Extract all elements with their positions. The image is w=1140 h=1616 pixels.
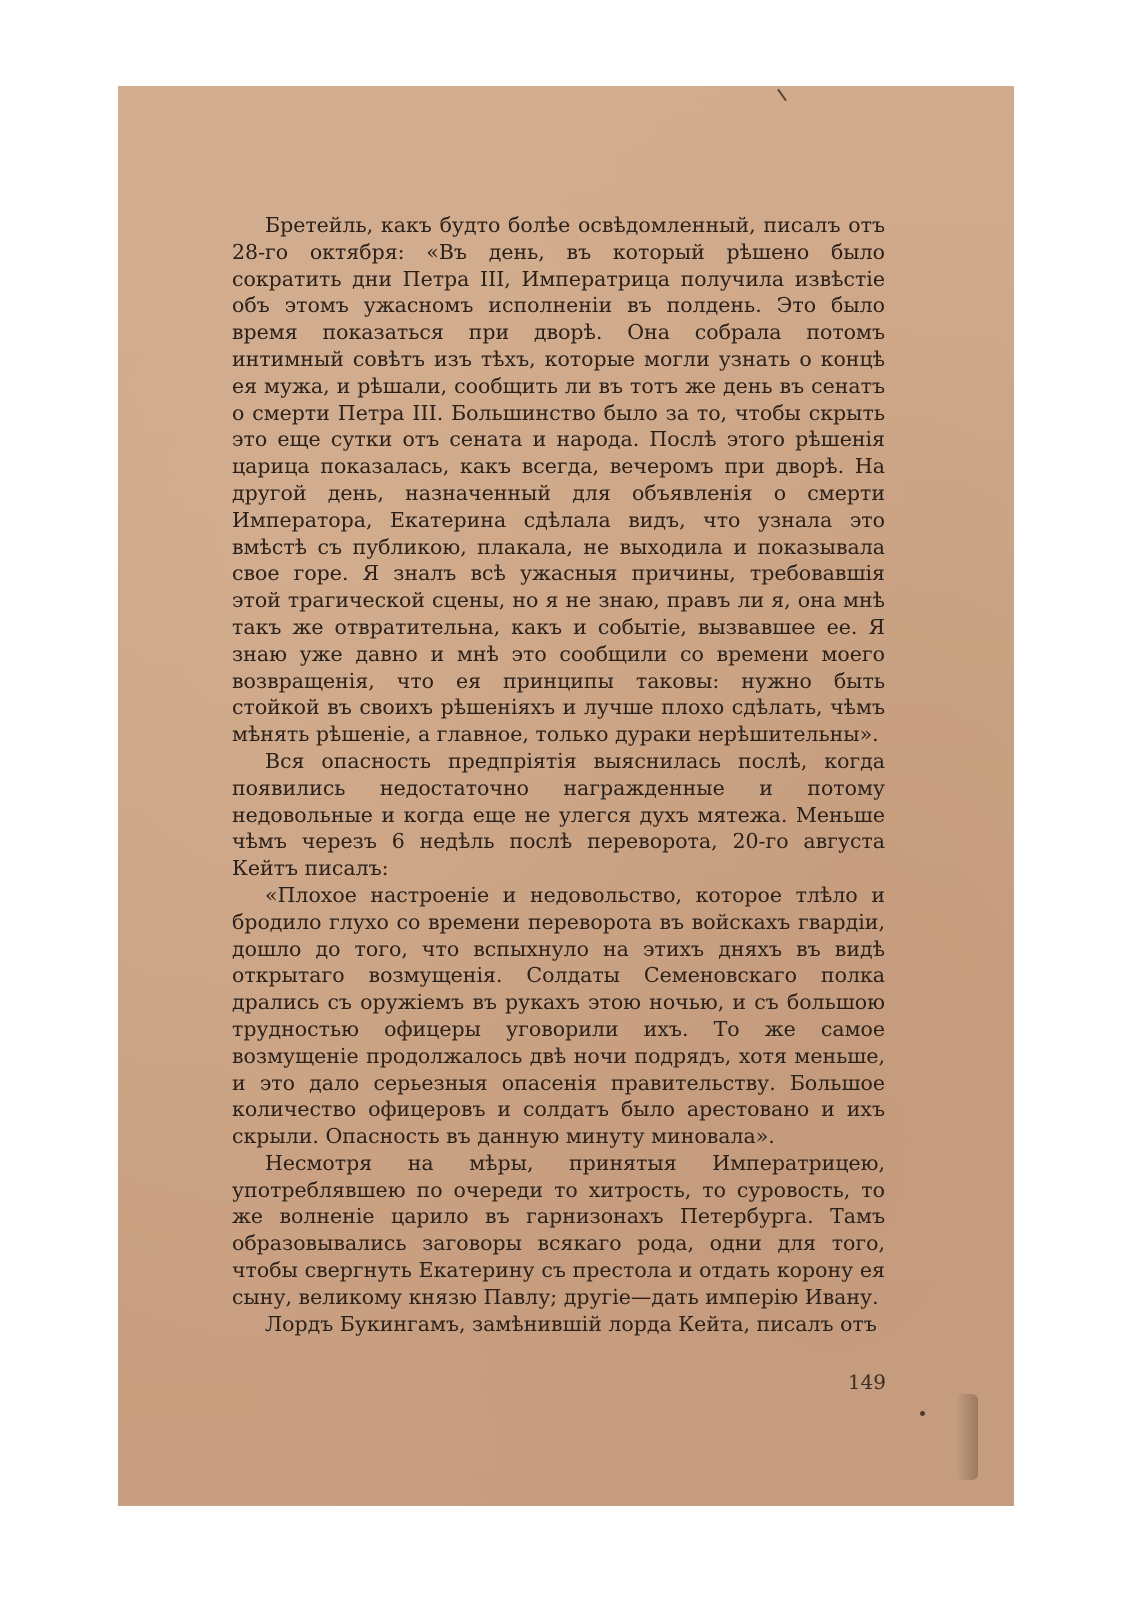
page-edge-shadow bbox=[956, 1394, 978, 1480]
page-number: 149 bbox=[847, 1370, 886, 1394]
ink-spot bbox=[920, 1411, 925, 1416]
paragraph-4: Несмотря на мѣры, принятыя Императрицею, употреблявшею по очереди то хитрость, то суровость, то же волненіе царило въ гарнизонахъ Петербурга. Тамъ образовывались заговоры всякаго рода, одни для того, чтобы свергнуть Екатерину съ престола и отдать корону ея сыну, великому князю Павлу; другіе—дать имперію Ивану. bbox=[232, 1150, 885, 1309]
body-text bbox=[232, 212, 885, 1337]
paragraph-3-quote: «Плохое настроеніе и недовольство, которое тлѣло и бродило глухо со времени переворота въ войскахъ гвардіи, дошло до того, что вспыхнуло на этихъ дняхъ въ видѣ открытаго возмущенія. Солдаты Семеновскаго полка дрались съ оружіемъ въ рукахъ этою ночью, и съ большою трудностью офицеры уговорили ихъ. То же самое возмущеніе продолжалось двѣ ночи подрядъ, хотя меньше, и это дало серьезныя опасенія правительству. Большое количество офицеровъ и солдатъ было арестовано и ихъ скрыли. Опасность въ данную минуту миновала». bbox=[232, 882, 885, 1149]
paragraph-1: Бретейль, какъ будто болѣе освѣдомленный, писалъ отъ 28-го октября: «Въ день, въ который рѣшено было сократить дни Петра III, Императрица получила извѣстіе объ этомъ ужасномъ исполненіи въ полдень. Это было время показаться при дворѣ. Она собрала потомъ интимный совѣтъ изъ тѣхъ, которые могли узнать о концѣ ея мужа, и рѣшали, сообщить ли въ тотъ же день въ сенатъ о смерти Петра III. Большинство было за то, чтобы скрыть это еще сутки отъ сената и народа. Послѣ этого рѣшенія царица показалась, какъ всегда, вечеромъ при дворѣ. На другой день, назначенный для объявленія о смерти Императора, Екатерина сдѣлала видъ, что узнала это вмѣстѣ съ публикою, плакала, не выходила и показывала свое горе. Я зналъ всѣ ужасныя причины, требовавшія этой трагической сцены, но я не знаю, правъ ли я, она мнѣ такъ же отвратительна, какъ и событіе, вызвавшее ее. Я знаю уже давно и мнѣ это сообщили со времени моего возвращенія, что ея принципы таковы: нужно быть стойкой въ своихъ рѣшеніяхъ и лучше плохо сдѣлать, чѣмъ мѣнять рѣшеніе, а главное, только дураки нерѣшительны». bbox=[232, 213, 885, 747]
paragraph-2: Вся опасность предпріятія выяснилась послѣ, когда появились недостаточно награжденные и потому недовольные и когда еще не улегся духъ мятежа. Меньше чѣмъ черезъ 6 недѣль послѣ переворота, 20-го августа Кейтъ писалъ: bbox=[232, 748, 885, 881]
ink-mark bbox=[777, 89, 787, 102]
paragraph-5: Лордъ Букингамъ, замѣнившій лорда Кейта, писалъ отъ bbox=[265, 1311, 877, 1336]
book-page bbox=[118, 86, 1014, 1506]
